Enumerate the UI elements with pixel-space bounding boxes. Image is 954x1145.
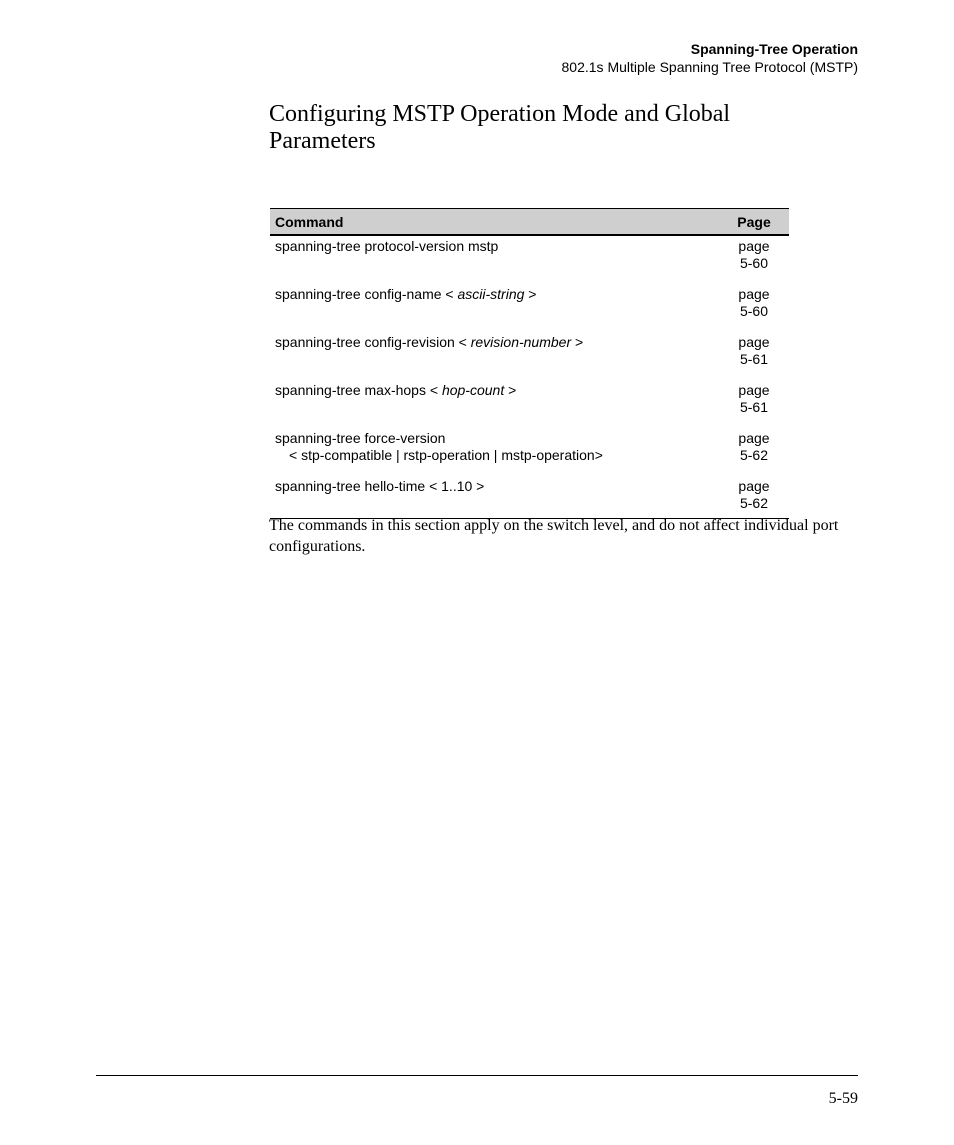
command-text: spanning-tree force-version bbox=[275, 430, 446, 446]
footer-divider bbox=[96, 1075, 858, 1076]
command-text: spanning-tree max-hops < bbox=[275, 382, 442, 398]
page-label: page bbox=[738, 382, 770, 398]
page-label: page bbox=[738, 430, 770, 446]
command-cell bbox=[270, 282, 731, 330]
page-column-header: Page bbox=[731, 209, 789, 236]
page-label: page bbox=[738, 238, 770, 254]
command-text-end: > bbox=[524, 286, 537, 302]
table-row bbox=[270, 378, 789, 426]
page-cell bbox=[731, 282, 789, 330]
page-label: page bbox=[738, 334, 770, 350]
command-cell bbox=[270, 235, 731, 282]
chapter-title: Spanning-Tree Operation bbox=[690, 41, 858, 57]
page-reference: 5-62 bbox=[739, 447, 769, 463]
table-row bbox=[270, 282, 789, 330]
page-reference: 5-61 bbox=[739, 399, 769, 415]
section-heading: Configuring MSTP Operation Mode and Global Parameters bbox=[269, 101, 731, 154]
page-reference: 5-60 bbox=[739, 255, 769, 271]
table-row bbox=[270, 426, 789, 474]
page-number: 5-59 bbox=[828, 1090, 858, 1107]
command-text-end: > bbox=[571, 334, 584, 350]
command-table bbox=[270, 208, 789, 519]
page-cell bbox=[731, 378, 789, 426]
command-text: spanning-tree protocol-version mstp bbox=[275, 238, 499, 254]
command-argument: ascii-string bbox=[457, 286, 525, 302]
command-column-header: Command bbox=[270, 209, 731, 236]
page-reference: 5-61 bbox=[739, 351, 769, 367]
section-subtitle: 802.1s Multiple Spanning Tree Protocol (MSTP) bbox=[561, 59, 858, 75]
body-paragraph: The commands in this section apply on the switch level, and do not affect individual port configurations. bbox=[269, 517, 839, 555]
page-cell bbox=[731, 474, 789, 519]
table-row bbox=[270, 235, 789, 282]
page-label: page bbox=[738, 478, 770, 494]
command-cell bbox=[270, 330, 731, 378]
page-cell bbox=[731, 426, 789, 474]
command-text: spanning-tree config-revision < bbox=[275, 334, 471, 350]
page-cell bbox=[731, 235, 789, 282]
table-row bbox=[270, 330, 789, 378]
command-text-end: > bbox=[504, 382, 517, 398]
command-options: < stp-compatible | rstp-operation | mstp-operation> bbox=[289, 447, 603, 463]
running-header bbox=[562, 40, 858, 76]
table-header-row bbox=[270, 209, 789, 236]
page-reference: 5-62 bbox=[739, 495, 769, 511]
command-argument: revision-number bbox=[470, 334, 572, 350]
command-cell bbox=[270, 474, 731, 519]
page-label: page bbox=[738, 286, 770, 302]
command-text: spanning-tree hello-time < 1..10 > bbox=[275, 478, 485, 494]
command-cell bbox=[270, 426, 731, 474]
command-argument: hop-count bbox=[441, 382, 505, 398]
command-cell bbox=[270, 378, 731, 426]
page-reference: 5-60 bbox=[739, 303, 769, 319]
page-cell bbox=[731, 330, 789, 378]
command-text: spanning-tree config-name < bbox=[275, 286, 458, 302]
table-row bbox=[270, 474, 789, 519]
